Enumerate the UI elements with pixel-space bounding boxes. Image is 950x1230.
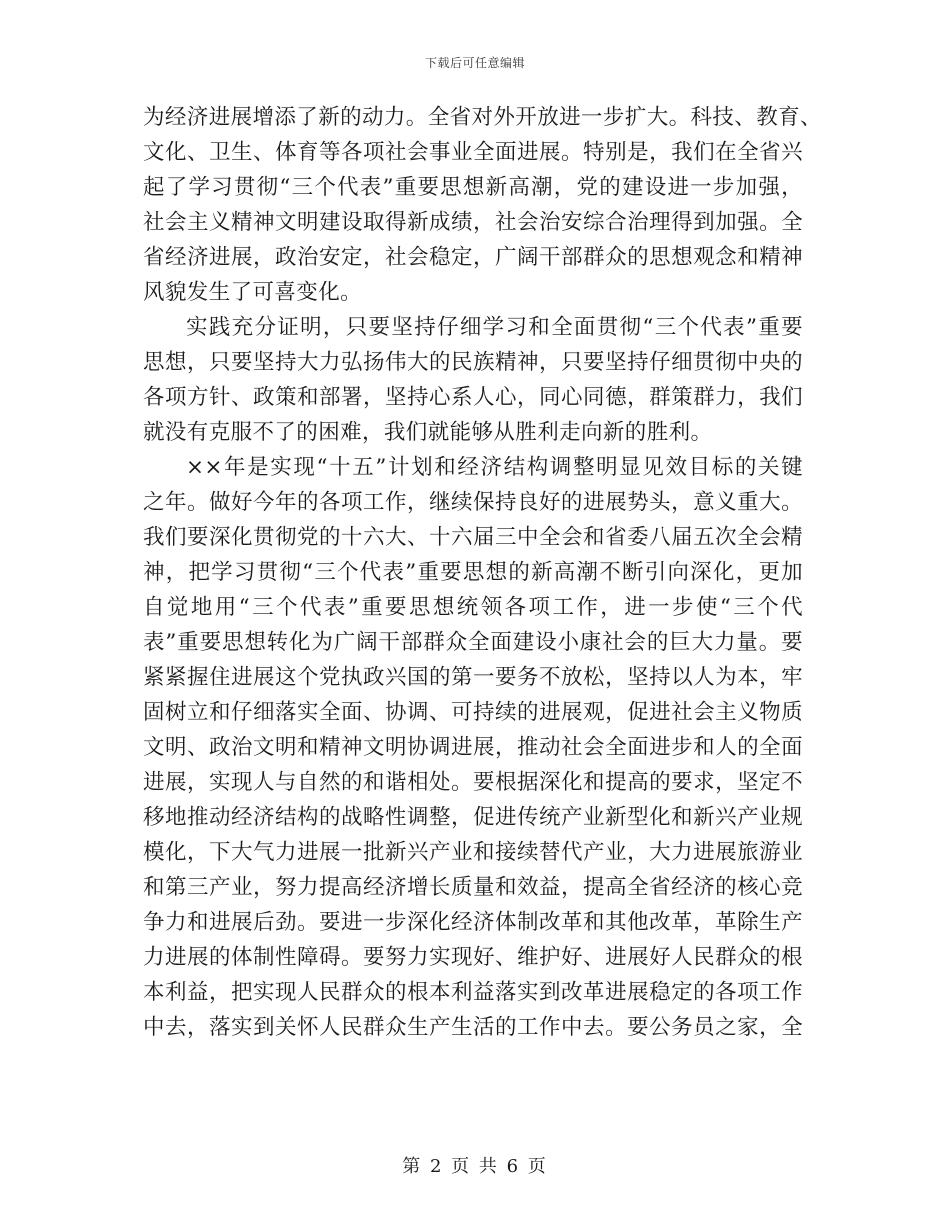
text-line: 风貌发生了可喜变化。 xyxy=(143,280,363,305)
text-line: 各项方针、政策和部署，坚持心系人心，同心同德，群策群力，我们 xyxy=(143,385,803,410)
text-line: 表”重要思想转化为广阔干部群众全面建设小康社会的巨大力量。要 xyxy=(143,630,803,655)
text-line: 文化、卫生、体育等各项社会事业全面进展。特别是，我们在全省兴 xyxy=(143,140,803,165)
paragraph-start-line: 实践充分证明，只要坚持仔细学习和全面贯彻“三个代表”重要 xyxy=(186,315,803,340)
text-line: 省经济进展，政治安定，社会稳定，广阔干部群众的思想观念和精神 xyxy=(143,245,803,270)
text-line: 争力和进展后劲。要进一步深化经济体制改革和其他改革，革除生产 xyxy=(143,910,803,935)
text-line: 固树立和仔细落实全面、协调、可持续的进展观，促进社会主义物质 xyxy=(143,700,803,725)
text-line: 力进展的体制性障碍。要努力实现好、维护好、进展好人民群众的根 xyxy=(143,945,803,970)
page-header: 下载后可任意编辑 xyxy=(424,56,525,70)
paragraph-start-line: ××年是实现“十五”计划和经济结构调整明显见效目标的关键 xyxy=(186,455,803,480)
text-line: 思想，只要坚持大力弘扬伟大的民族精神，只要坚持仔细贯彻中央的 xyxy=(143,350,803,375)
page-number-footer: 第 2 页 共 6 页 xyxy=(402,1156,548,1177)
text-line: 之年。做好今年的各项工作，继续保持良好的进展势头，意义重大。 xyxy=(143,490,803,515)
text-line: 自觉地用“三个代表”重要思想统领各项工作，进一步使“三个代 xyxy=(143,595,803,620)
text-line: 就没有克服不了的困难，我们就能够从胜利走向新的胜利。 xyxy=(143,420,713,445)
text-line: 我们要深化贯彻党的十六大、十六届三中全会和省委八届五次全会精 xyxy=(143,525,803,550)
text-line: 本利益，把实现人民群众的根本利益落实到改革进展稳定的各项工作 xyxy=(143,980,803,1005)
text-line: 文明、政治文明和精神文明协调进展，推动社会全面进步和人的全面 xyxy=(143,735,803,760)
text-line: 模化，下大气力进展一批新兴产业和接续替代产业，大力进展旅游业 xyxy=(143,840,803,865)
text-line: 进展，实现人与自然的和谐相处。要根据深化和提高的要求，坚定不 xyxy=(143,770,803,795)
text-line: 起了学习贯彻“三个代表”重要思想新高潮，党的建设进一步加强， xyxy=(143,175,803,200)
text-line: 紧紧握住进展这个党执政兴国的第一要务不放松，坚持以人为本，牢 xyxy=(143,665,803,690)
text-line: 神，把学习贯彻“三个代表”重要思想的新高潮不断引向深化，更加 xyxy=(143,560,803,585)
document-body xyxy=(143,100,822,1045)
text-line: 和第三产业，努力提高经济增长质量和效益，提高全省经济的核心竞 xyxy=(143,875,803,900)
text-line: 为经济进展增添了新的动力。全省对外开放进一步扩大。科技、教育、 xyxy=(143,105,822,130)
text-line: 中去，落实到关怀人民群众生产生活的工作中去。要公务员之家，全 xyxy=(143,1015,803,1040)
text-line: 移地推动经济结构的战略性调整，促进传统产业新型化和新兴产业规 xyxy=(143,805,803,830)
text-line: 社会主义精神文明建设取得新成绩，社会治安综合治理得到加强。全 xyxy=(143,210,803,235)
